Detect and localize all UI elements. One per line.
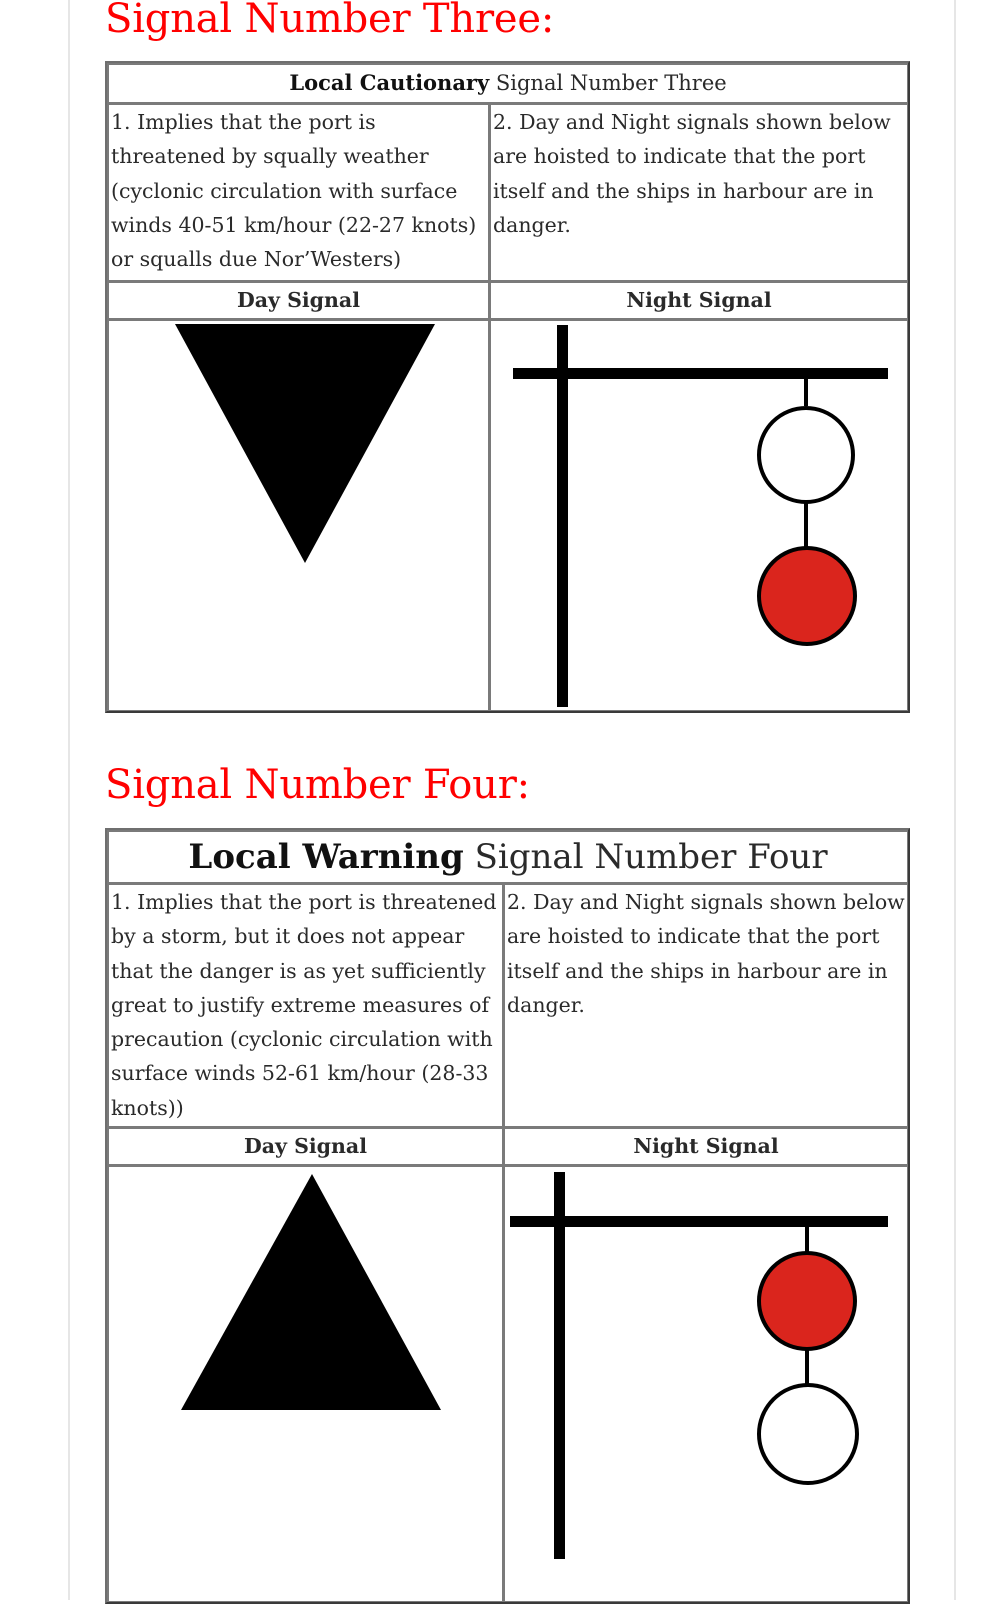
page-margin-right-rule: [954, 0, 956, 1600]
day-signal-image-cell: [107, 1165, 503, 1602]
page-margin-left-rule: [68, 0, 70, 1600]
description-left-cell: 1. Implies that the port is threatened by a storm, but it does not appear that the danger is as yet sufficiently great to justify extreme measures of precaution (cyclonic circulation with surface winds 52-61 km/hour (28-33 knots)): [107, 883, 503, 1127]
red-light-icon: [759, 1253, 855, 1349]
red-light-icon: [759, 548, 855, 644]
night-signal-image-cell: [489, 319, 908, 711]
day-signal-header: Day Signal: [107, 281, 489, 319]
night-signal-header: Night Signal: [503, 1127, 908, 1165]
caption-bold: Local Warning: [188, 837, 464, 877]
night-signal-header: Night Signal: [489, 281, 908, 319]
signal-four-table: [105, 828, 910, 1604]
inverted-triangle-icon: [109, 321, 489, 710]
table-caption: [107, 63, 908, 103]
white-light-icon: [759, 1385, 857, 1483]
white-light-icon: [759, 408, 853, 502]
caption-bold: Local Cautionary: [289, 70, 490, 95]
day-signal-header: Day Signal: [107, 1127, 503, 1165]
night-signal-image-cell: [503, 1165, 908, 1602]
signal-three-table: [105, 61, 910, 713]
caption-rest: Signal Number Three: [489, 71, 727, 95]
night-signal-mast-icon: [505, 1167, 908, 1601]
caption-rest: Signal Number Four: [463, 837, 828, 877]
night-signal-mast-icon: [491, 321, 908, 710]
description-left-cell: 1. Implies that the port is threatened by squally weather (cyclonic circulation with surface winds 40-51 km/hour (22-27 knots) or squalls due Nor’Westers): [107, 103, 489, 281]
section-title-signal-four: Signal Number Four:: [105, 762, 530, 808]
upright-triangle-icon: [109, 1167, 503, 1601]
day-signal-image-cell: [107, 319, 489, 711]
table-caption: [107, 830, 908, 883]
description-right-cell: 2. Day and Night signals shown below are hoisted to indicate that the port itself and the ships in harbour are in danger.: [503, 883, 908, 1127]
section-title-signal-three: Signal Number Three:: [105, 0, 555, 42]
description-right-cell: 2. Day and Night signals shown below are hoisted to indicate that the port itself and the ships in harbour are in danger.: [489, 103, 908, 281]
